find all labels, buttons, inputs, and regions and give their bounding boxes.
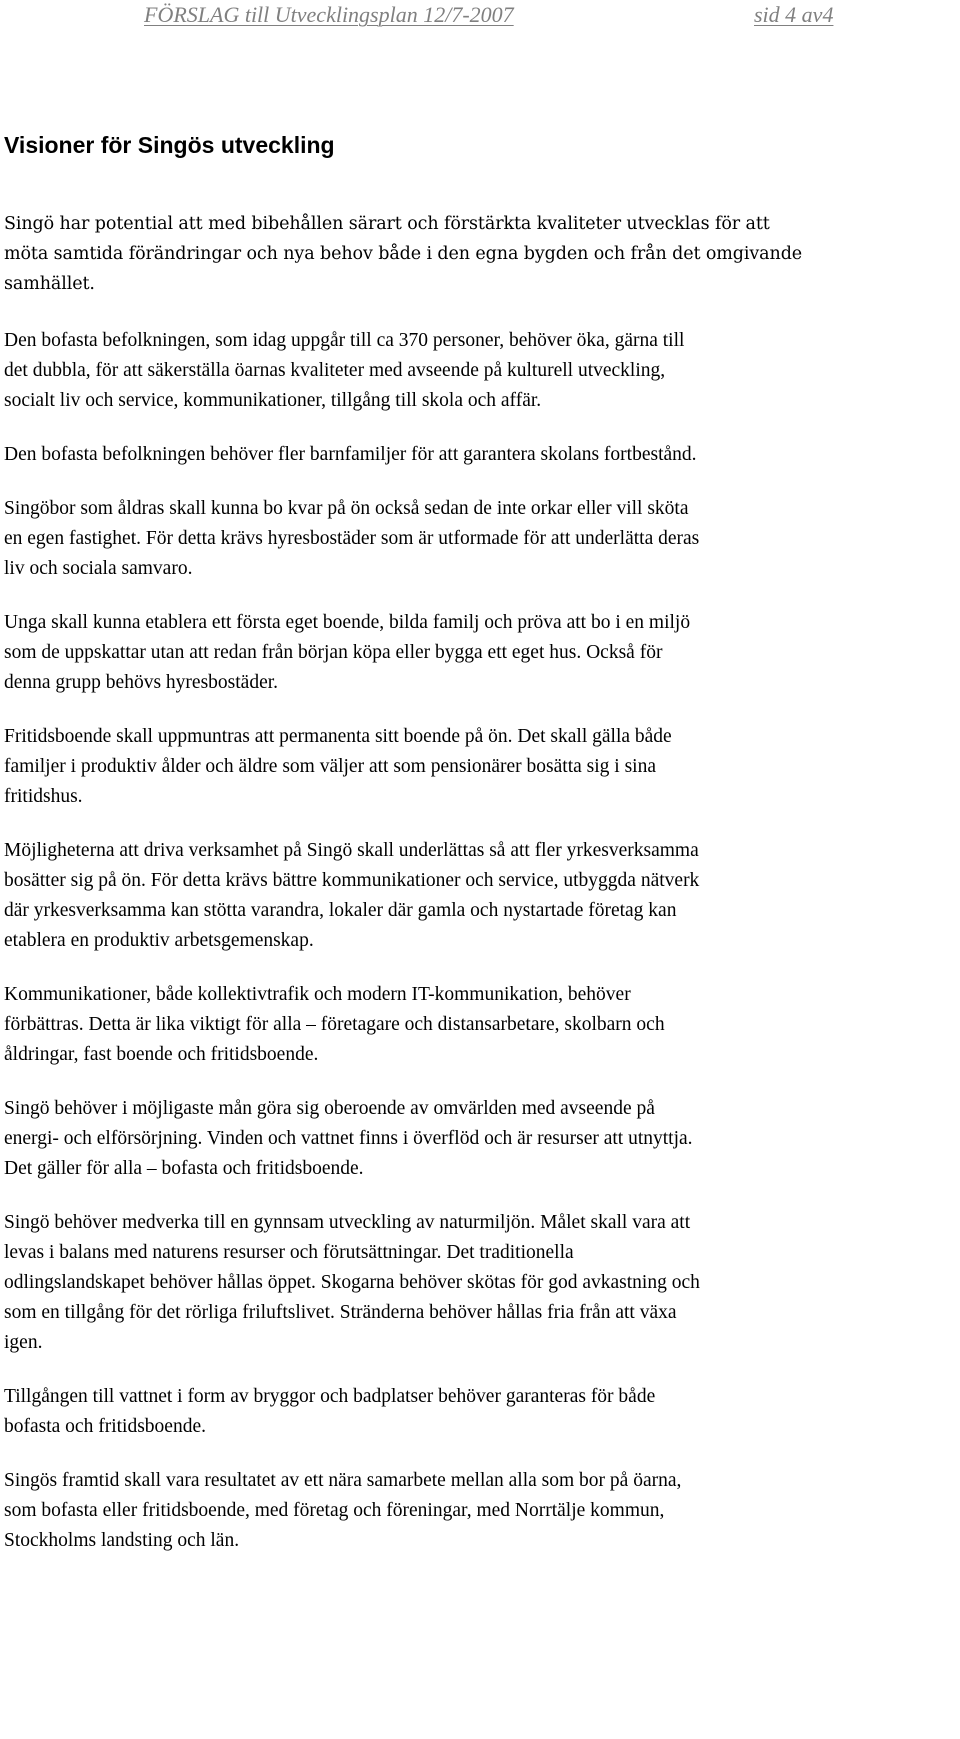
paragraph-6: Fritidsboende skall uppmuntras att permanenta sitt boende på ön. Det skall gälla både familjer i produktiv ålder och äldre som väljer att som pensionärer bosätta sig i sina fritidshus. [4, 726, 672, 807]
paragraph-11: Tillgången till vattnet i form av bryggor och badplatser behöver garanteras för både bofasta och fritidsboende. [4, 1386, 656, 1437]
paragraph-1: Singö har potential att med bibehållen särart och förstärkta kvaliteter utvecklas för att möta samtida förändringar och nya behov både i den egna bygden och från det omgivande samhället. [4, 214, 803, 294]
paragraph-12: Singös framtid skall vara resultatet av ett nära samarbete mellan alla som bor på öarna, som bofasta eller fritidsboende, med företag och föreningar, med Norrtälje kommun, Stockholms landsting och län. [4, 1470, 682, 1551]
paragraph-10: Singö behöver medverka till en gynnsam utveckling av naturmiljön. Målet skall vara att levas i balans med naturens resurser och förutsättningar. Det traditionella odlingslandskapet behöver hållas öppet. Skogarna behöver skötas för god avkastning och som en tillgång för det rörliga friluftslivet. Stränderna behöver hållas fria från att växa igen. [4, 1212, 700, 1353]
paragraph-7: Möjligheterna att driva verksamhet på Singö skall underlättas så att fler yrkesverksamma bosätter sig på ön. För detta krävs bättre kommunikationer och service, utbyggda nätverk där yrkesverksamma kan stötta varandra, lokaler där gamla och nystartade företag kan etablera en produktiv arbetsgemenskap. [4, 840, 700, 951]
header-document-title: FÖRSLAG till Utvecklingsplan 12/7-2007 [144, 2, 514, 27]
header-page-number: sid 4 av4 [754, 2, 834, 27]
section-heading: Visioner för Singös utveckling [4, 132, 335, 158]
paragraph-4: Singöbor som åldras skall kunna bo kvar på ön också sedan de inte orkar eller vill sköta en egen fastighet. För detta krävs hyresbostäder som är utformade för att underlätta deras liv och sociala samvaro. [4, 498, 700, 579]
document-body [4, 209, 960, 1556]
page-header [144, 2, 904, 38]
paragraph-3: Den bofasta befolkningen behöver fler barnfamiljer för att garantera skolans fortbestånd. [4, 444, 697, 465]
paragraph-2: Den bofasta befolkningen, som idag uppgår till ca 370 personer, behöver öka, gärna till det dubbla, för att säkerställa öarnas kvaliteter med avseende på kulturell utveckling, socialt liv och service, kommunikationer, tillgång till skola och affär. [4, 330, 685, 411]
paragraph-5: Unga skall kunna etablera ett första eget boende, bilda familj och pröva att bo i en miljö som de uppskattar utan att redan från början köpa eller bygga ett eget hus. Också för denna grupp behövs hyresbostäder. [4, 612, 691, 693]
paragraph-8: Kommunikationer, både kollektivtrafik och modern IT-kommunikation, behöver förbättras. Detta är lika viktigt för alla – företagare och distansarbetare, skolbarn och åldringar, fast boende och fritidsboende. [4, 984, 665, 1065]
paragraph-9: Singö behöver i möjligaste mån göra sig oberoende av omvärlden med avseende på energi- och elförsörjning. Vinden och vattnet finns i överflöd och är resurser att utnyttja. Det gäller för alla – bofasta och fritidsboende. [4, 1098, 693, 1179]
